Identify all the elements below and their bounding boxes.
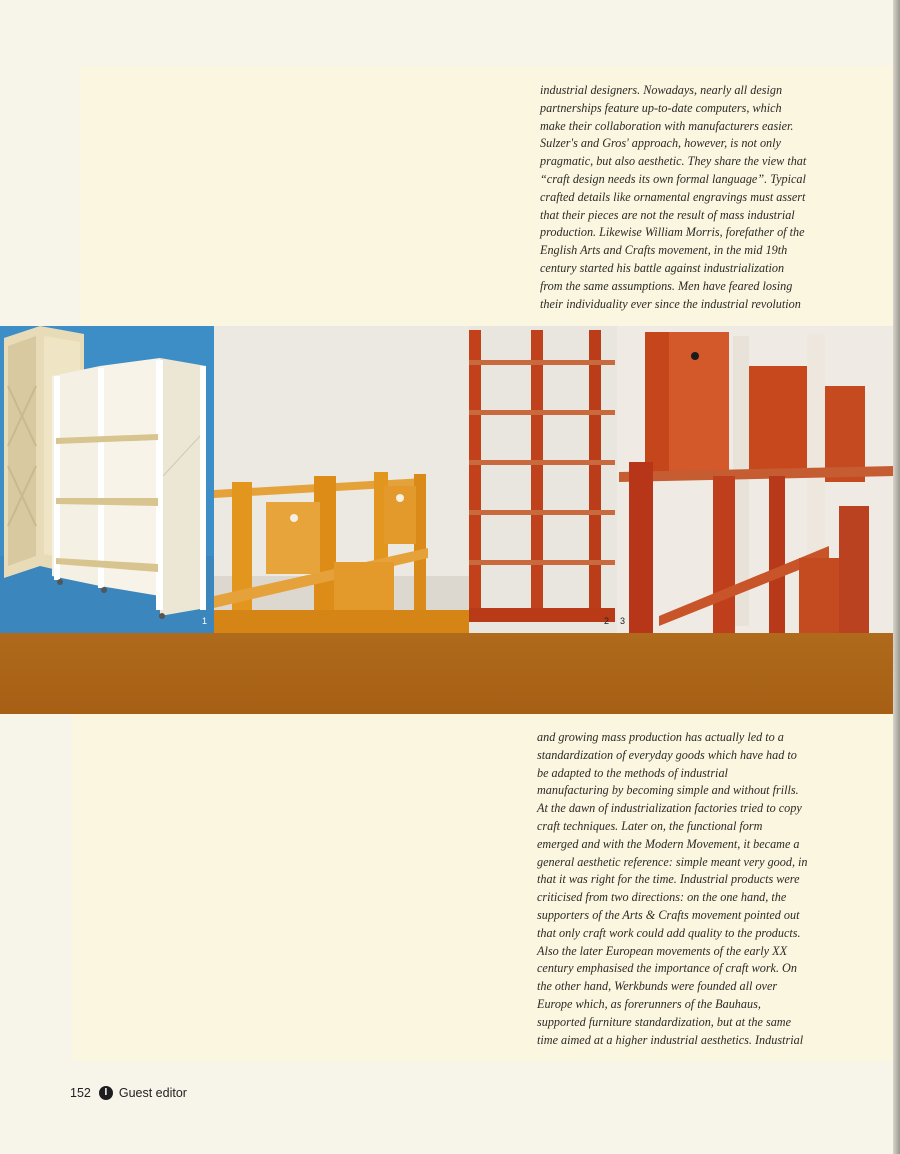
text-line: craft techniques. Later on, the functional form bbox=[537, 818, 763, 833]
text-line: general aesthetic reference: simple meant very good, in bbox=[537, 854, 808, 869]
brown-color-bar bbox=[0, 633, 895, 714]
page-folio bbox=[70, 1086, 187, 1100]
photo-red-shelves bbox=[469, 326, 895, 634]
magazine-logo-icon: I bbox=[99, 1086, 113, 1100]
text-line: English Arts and Crafts movement, in the mid 19th bbox=[540, 243, 788, 258]
photo-caption-number: 1 bbox=[202, 616, 208, 626]
text-line: supported furniture standardization, but at the same bbox=[537, 1014, 792, 1029]
white-shelves-illustration bbox=[0, 326, 214, 634]
text-line: that only craft work could add quality to the products. bbox=[537, 925, 801, 940]
text-line: crafted details like ornamental engravings must assert bbox=[540, 189, 806, 204]
text-line: that it was right for the time. Industrial products were bbox=[537, 872, 800, 887]
article-text-top bbox=[540, 82, 838, 313]
page-gutter-shadow bbox=[893, 0, 900, 1154]
text-line: century emphasised the importance of craft work. On bbox=[537, 961, 797, 976]
text-line: standardization of everyday goods which have had to bbox=[537, 747, 797, 762]
text-line: criticised from two directions: on the one hand, the bbox=[537, 890, 787, 905]
text-line: their individuality ever since the industrial revolution bbox=[540, 296, 801, 311]
text-line: emerged and with the Modern Movement, it became a bbox=[537, 836, 800, 851]
text-line: industrial designers. Nowadays, nearly all design bbox=[540, 83, 783, 97]
text-line: production. Likewise William Morris, forefather of the bbox=[540, 225, 805, 240]
text-line: At the dawn of industrialization factories tried to copy bbox=[537, 801, 802, 816]
photo-strip bbox=[0, 326, 895, 634]
orange-shelves-illustration bbox=[214, 326, 469, 634]
red-shelves-illustration bbox=[469, 326, 895, 634]
photo-caption-number: 3 bbox=[620, 616, 626, 626]
text-line: that their pieces are not the result of mass industrial bbox=[540, 207, 795, 222]
text-line: partnerships feature up-to-date computers, which bbox=[540, 100, 782, 115]
text-line: century started his battle against industrialization bbox=[540, 260, 785, 275]
text-line: Europe which, as forerunners of the Bauhaus, bbox=[537, 996, 761, 1011]
text-line: make their collaboration with manufacturers easier. bbox=[540, 118, 794, 133]
text-line: and growing mass production has actually led to a bbox=[537, 730, 784, 744]
text-line: manufacturing by becoming simple and without frills. bbox=[537, 783, 799, 798]
text-line: “craft design needs its own formal language”. Typical bbox=[540, 171, 806, 186]
text-line: Also the later European movements of the early XX bbox=[537, 943, 788, 958]
photo-white-shelves bbox=[0, 326, 214, 634]
text-line: pragmatic, but also aesthetic. They share the view that bbox=[540, 154, 807, 169]
section-label: Guest editor bbox=[118, 1086, 187, 1100]
text-line: supporters of the Arts & Crafts movement pointed out bbox=[537, 907, 800, 922]
photo-caption-number: 2 bbox=[604, 616, 610, 626]
text-line: be adapted to the methods of industrial bbox=[537, 765, 728, 780]
text-line: from the same assumptions. Men have feared losing bbox=[540, 278, 793, 293]
page-number: 152 bbox=[70, 1086, 91, 1100]
article-text-bottom bbox=[537, 729, 835, 1049]
photo-orange-shelves bbox=[214, 326, 469, 634]
text-line: Sulzer's and Gros' approach, however, is not only bbox=[540, 136, 781, 151]
text-line: time aimed at a higher industrial aesthetics. Industrial bbox=[537, 1032, 804, 1047]
text-line: the other hand, Werkbunds were founded all over bbox=[537, 979, 778, 994]
